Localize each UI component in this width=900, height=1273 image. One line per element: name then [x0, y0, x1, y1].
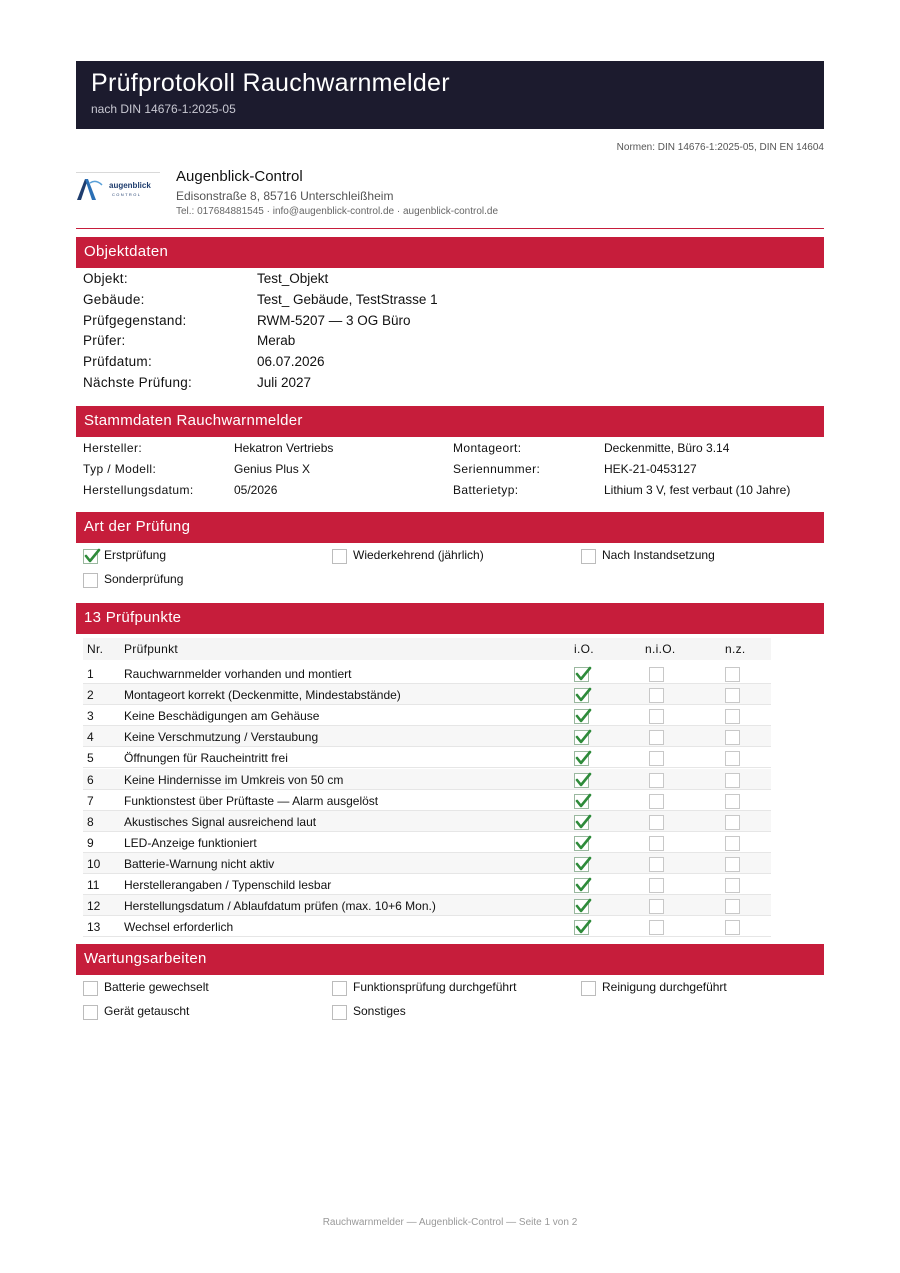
field-value: Hekatron Vertriebs — [234, 441, 334, 455]
status-checkbox-nz[interactable] — [725, 794, 740, 809]
field-label: Seriennummer: — [453, 462, 541, 476]
col-io: i.O. — [574, 642, 594, 656]
row-number: 8 — [87, 814, 94, 829]
company-name: Augenblick-Control — [176, 168, 303, 185]
checkmark-icon — [574, 834, 592, 852]
status-checkbox-nio[interactable] — [649, 920, 664, 935]
row-number: 11 — [87, 878, 100, 892]
field-label: Prüfgegenstand: — [83, 312, 187, 328]
option-checkbox[interactable] — [332, 1005, 347, 1020]
status-checkbox-nio[interactable] — [649, 794, 664, 809]
table-row — [83, 684, 771, 705]
field-label: Nächste Prüfung: — [83, 375, 193, 390]
logo-mark-icon — [76, 177, 108, 201]
status-checkbox-nz[interactable] — [725, 815, 740, 830]
status-checkbox-nz[interactable] — [725, 773, 740, 788]
status-checkbox-nio[interactable] — [649, 751, 664, 766]
status-checkbox-io[interactable] — [574, 751, 589, 766]
row-text: LED-Anzeige funktioniert — [124, 835, 257, 850]
table-row — [83, 811, 771, 832]
table-row — [83, 916, 771, 937]
row-number: 13 — [87, 920, 101, 935]
option-checkbox[interactable] — [332, 549, 347, 564]
status-checkbox-nio[interactable] — [649, 709, 664, 724]
section-wartungsarbeiten: Wartungsarbeiten — [76, 944, 824, 975]
table-row — [83, 790, 771, 811]
status-checkbox-io[interactable] — [574, 709, 589, 724]
status-checkbox-nz[interactable] — [725, 836, 740, 851]
status-checkbox-nz[interactable] — [725, 857, 740, 872]
row-text: Keine Beschädigungen am Gehäuse — [124, 709, 320, 724]
checkmark-icon — [574, 686, 592, 704]
status-checkbox-nio[interactable] — [649, 878, 664, 893]
col-pruefpunkt: Prüfpunkt — [124, 642, 179, 656]
row-text: Montageort korrekt (Deckenmitte, Mindestabstände) — [124, 688, 401, 703]
field-label: Hersteller: — [83, 441, 143, 455]
option-label: Reinigung durchgeführt — [602, 980, 727, 994]
table-row — [83, 895, 771, 916]
col-nio: n.i.O. — [645, 642, 676, 656]
checkmark-icon — [574, 728, 592, 746]
option-label: Batterie gewechselt — [104, 980, 209, 994]
row-number: 9 — [87, 835, 94, 850]
status-checkbox-nz[interactable] — [725, 730, 740, 745]
table-row — [83, 832, 771, 853]
document-title: Prüfprotokoll Rauchwarnmelder — [91, 69, 450, 97]
row-text: Batterie-Warnung nicht aktiv — [124, 856, 275, 871]
row-number: 2 — [87, 688, 94, 703]
row-text: Keine Verschmutzung / Verstaubung — [124, 730, 319, 745]
option-checkbox[interactable] — [332, 981, 347, 996]
status-checkbox-nz[interactable] — [725, 899, 740, 914]
option-label: Sonstiges — [353, 1004, 406, 1018]
status-checkbox-nio[interactable] — [649, 688, 664, 703]
checkmark-icon — [574, 707, 592, 725]
row-number: 5 — [87, 751, 94, 766]
row-number: 7 — [87, 793, 94, 808]
status-checkbox-nio[interactable] — [649, 667, 664, 682]
status-checkbox-io[interactable] — [574, 920, 589, 935]
checkmark-icon — [574, 855, 592, 873]
option-checkbox[interactable] — [83, 549, 98, 564]
checkmark-icon — [574, 897, 592, 915]
status-checkbox-nio[interactable] — [649, 773, 664, 788]
field-value: RWM-5207 — 3 OG Büro — [257, 312, 411, 328]
row-text: Wechsel erforderlich — [124, 920, 234, 935]
option-checkbox[interactable] — [83, 573, 98, 588]
field-label: Prüfdatum: — [83, 354, 153, 370]
checkmark-icon — [574, 665, 592, 683]
field-label: Objekt: — [83, 271, 128, 286]
status-checkbox-nz[interactable] — [725, 667, 740, 682]
row-text: Herstellerangaben / Typenschild lesbar — [124, 878, 332, 892]
checkmark-icon — [574, 813, 592, 831]
status-checkbox-nio[interactable] — [649, 857, 664, 872]
option-checkbox[interactable] — [83, 1005, 98, 1020]
option-checkbox[interactable] — [83, 981, 98, 996]
option-label: Nach Instandsetzung — [602, 548, 715, 562]
field-label: Prüfer: — [83, 333, 126, 349]
row-number: 1 — [87, 667, 94, 681]
section-art-der-pruefung: Art der Prüfung — [76, 512, 824, 543]
option-label: Gerät getauscht — [104, 1004, 190, 1018]
field-value: Juli 2027 — [257, 375, 312, 390]
status-checkbox-nio[interactable] — [649, 836, 664, 851]
table-row — [83, 726, 771, 747]
stammdaten-row — [83, 441, 823, 459]
status-checkbox-nz[interactable] — [725, 751, 740, 766]
table-row — [83, 705, 771, 726]
table-row — [83, 853, 771, 874]
document-header — [76, 61, 824, 129]
section-pruefpunkte: 13 Prüfpunkte — [76, 603, 824, 634]
field-value: 05/2026 — [234, 483, 278, 497]
field-value: Test_Objekt — [257, 271, 329, 286]
field-value: Lithium 3 V, fest verbaut (10 Jahre) — [604, 483, 791, 497]
company-address: Edisonstraße 8, 85716 Unterschleißheim — [176, 189, 394, 203]
checkmark-icon — [574, 792, 592, 810]
status-checkbox-io[interactable] — [574, 857, 589, 872]
row-text: Herstellungsdatum / Ablaufdatum prüfen (max. 10+6 Mon.) — [124, 899, 436, 914]
status-checkbox-nz[interactable] — [725, 920, 740, 935]
row-text: Öffnungen für Raucheintritt frei — [124, 751, 288, 766]
table-row — [83, 747, 771, 768]
document-subtitle: nach DIN 14676-1:2025-05 — [91, 102, 236, 116]
row-text: Keine Hindernisse im Umkreis von 50 cm — [124, 772, 344, 787]
field-value: Genius Plus X — [234, 462, 311, 476]
row-number: 3 — [87, 709, 94, 724]
row-text: Funktionstest über Prüftaste — Alarm ausgelöst — [124, 793, 379, 808]
status-checkbox-nz[interactable] — [725, 688, 740, 703]
row-number: 4 — [87, 730, 94, 745]
checkmark-icon — [574, 771, 592, 789]
row-text: Rauchwarnmelder vorhanden und montiert — [124, 667, 352, 681]
checkmark-icon — [574, 918, 592, 936]
company-contact: Tel.: 017684881545 · info@augenblick-control.de · augenblick-control.de — [176, 206, 499, 217]
table-row — [83, 663, 771, 684]
table-row — [83, 769, 771, 790]
row-text: Akustisches Signal ausreichend laut — [124, 814, 317, 829]
option-label: Erstprüfung — [104, 548, 167, 562]
status-checkbox-nio[interactable] — [649, 899, 664, 914]
table-row — [83, 874, 771, 895]
table-header — [83, 638, 771, 660]
option-label: Sonderprüfung — [104, 572, 184, 586]
field-value: Merab — [257, 333, 296, 349]
status-checkbox-io[interactable] — [574, 667, 589, 682]
status-checkbox-nio[interactable] — [649, 815, 664, 830]
stammdaten-row — [83, 462, 823, 480]
row-number: 6 — [87, 772, 94, 787]
option-label: Funktionsprüfung durchgeführt — [353, 980, 517, 994]
option-label: Wiederkehrend (jährlich) — [353, 548, 484, 562]
logo-wordmark: augenblick — [109, 181, 151, 190]
section-stammdaten: Stammdaten Rauchwarnmelder — [76, 406, 824, 437]
page-footer: Rauchwarnmelder — Augenblick-Control — Seite 1 von 2 — [322, 1217, 578, 1228]
stammdaten-row — [83, 483, 823, 501]
company-logo — [76, 172, 160, 202]
col-nz: n.z. — [725, 642, 746, 656]
status-checkbox-nz[interactable] — [725, 878, 740, 893]
field-label: Gebäude: — [83, 291, 145, 307]
status-checkbox-io[interactable] — [574, 773, 589, 788]
field-value: 06.07.2026 — [257, 354, 325, 370]
status-checkbox-io[interactable] — [574, 688, 589, 703]
row-number: 12 — [87, 899, 101, 914]
status-checkbox-io[interactable] — [574, 815, 589, 830]
field-value: HEK-21-0453127 — [604, 462, 697, 476]
option-checkbox[interactable] — [581, 981, 596, 996]
field-label: Herstellungsdatum: — [83, 483, 194, 497]
checkmark-icon — [574, 876, 592, 894]
status-checkbox-nz[interactable] — [725, 709, 740, 724]
row-number: 10 — [87, 856, 101, 871]
status-checkbox-io[interactable] — [574, 878, 589, 893]
col-nr: Nr. — [87, 642, 104, 656]
checkmark-icon — [83, 547, 101, 565]
field-value: Deckenmitte, Büro 3.14 — [604, 441, 730, 455]
status-checkbox-io[interactable] — [574, 836, 589, 851]
norms-line: Normen: DIN 14676-1:2025-05, DIN EN 14604 — [616, 142, 824, 153]
logo-submark: CONTROL — [112, 192, 142, 197]
section-objektdaten: Objektdaten — [76, 237, 824, 268]
option-checkbox[interactable] — [581, 549, 596, 564]
checkmark-icon — [574, 749, 592, 767]
field-label: Typ / Modell: — [83, 462, 157, 476]
status-checkbox-io[interactable] — [574, 730, 589, 745]
status-checkbox-io[interactable] — [574, 794, 589, 809]
status-checkbox-io[interactable] — [574, 899, 589, 914]
field-label: Batterietyp: — [453, 483, 519, 497]
field-value: Test_ Gebäude, TestStrasse 1 — [257, 291, 438, 307]
status-checkbox-nio[interactable] — [649, 730, 664, 745]
company-block — [76, 166, 824, 229]
field-label: Montageort: — [453, 441, 522, 455]
